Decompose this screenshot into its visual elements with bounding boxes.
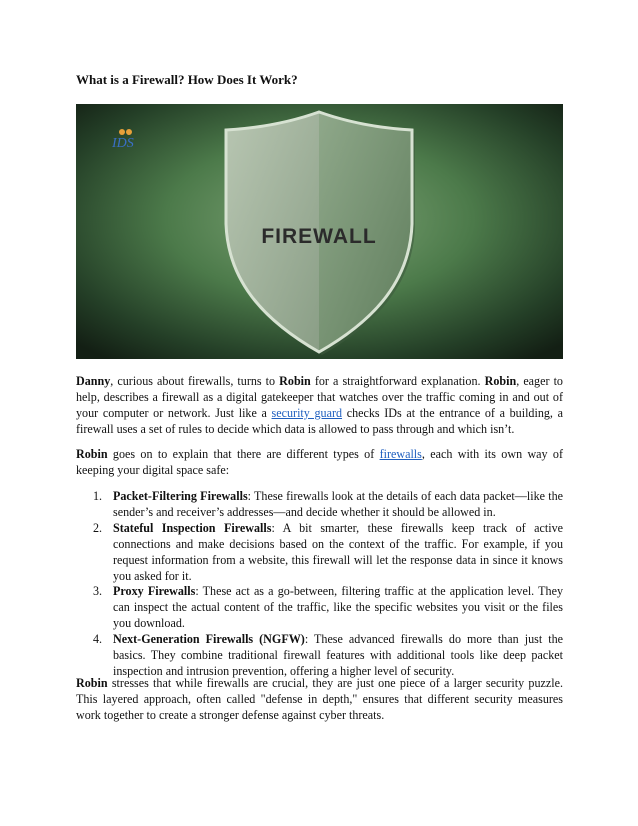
name-danny: Danny (76, 374, 111, 388)
name-robin: Robin (76, 447, 108, 461)
firewall-types-list (76, 489, 563, 680)
firewall-hero-image (76, 104, 563, 359)
firewalls-link[interactable]: firewalls (379, 447, 422, 461)
list-item: 2. Stateful Inspection Firewalls: A bit smarter, these firewalls keep track of active connections and make decisions based on the context of the traffic. For example, if you request information from a website, this firewall will let the response data in since it knows you asked for it. (93, 520, 563, 583)
list-item: 1. Packet-Filtering Firewalls: These firewalls look at the details of each data packet—like the sender’s and receiver’s addresses—and decide whether it should be allowed in. (93, 489, 563, 519)
page-title: What is a Firewall? How Does It Work? (76, 72, 298, 87)
name-robin: Robin (76, 676, 108, 690)
defense-in-depth-paragraph: Robin stresses that while firewalls are crucial, they are just one piece of a larger security puzzle. This layered approach, often called "defense in depth," ensures that different security measures work together to create a stronger defense against cyber threats. (76, 676, 563, 722)
name-robin: Robin (484, 374, 517, 388)
security-guard-link[interactable]: security guard (271, 405, 343, 420)
name-robin: Robin (279, 374, 311, 388)
shield-label: FIREWALL (261, 225, 377, 248)
company-logo: IDS (112, 136, 134, 151)
list-item: 4. Next-Generation Firewalls (NGFW): These advanced firewalls do more than just the basics. They combine traditional firewall features with additional tools like deep packet inspection and intrusion prevention, offering a higher level of security. (93, 632, 564, 678)
intro-paragraph: Danny, curious about firewalls, turns to Robin for a straightforward explanation. Robin, eager to help, describes a firewall as a digital gatekeeper that watches over the traffic coming in and out of your computer or network. Just like a security guard checks IDs at the entrance of a building, a firewall uses a set of rules to decide which data is allowed to pass through and which isn’t. (76, 374, 563, 436)
logo-dot (126, 129, 132, 135)
types-intro-paragraph: Robin goes on to explain that there are different types of firewalls, each with its own way of keeping your digital space safe: (76, 447, 563, 477)
logo-dot (119, 129, 125, 135)
list-item: 3. Proxy Firewalls: These act as a go-between, filtering traffic at the application level. They can inspect the actual content of the traffic, like the specific websites you visit or the files you download. (93, 584, 563, 631)
